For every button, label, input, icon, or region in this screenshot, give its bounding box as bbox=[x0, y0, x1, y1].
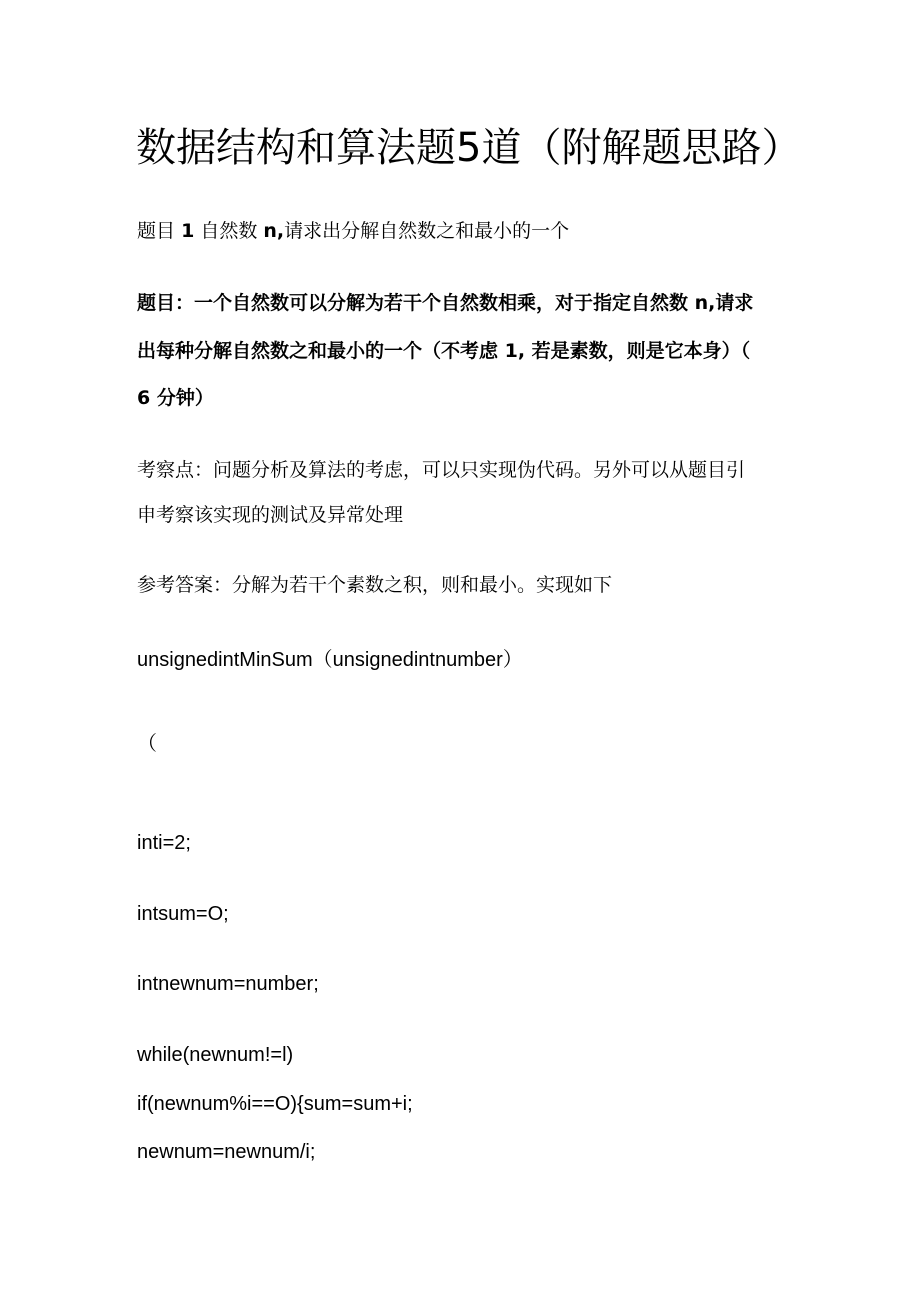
question-body-line: 6 分钟） bbox=[137, 387, 214, 409]
question-body-line: 题目：一个自然数可以分解为若干个自然数相乘，对于指定自然数 n,请求 bbox=[137, 292, 754, 314]
question-heading-rest: 请求出分解自然数之和最小的一个 bbox=[284, 220, 570, 242]
question-heading-mid: 自然数 bbox=[200, 220, 258, 242]
question-heading-var: n, bbox=[263, 220, 285, 242]
question-heading-prefix: 题目 bbox=[137, 220, 176, 242]
focus-points-line: 考察点：问题分析及算法的考虑，可以只实现伪代码。另外可以从题目引 bbox=[137, 459, 746, 481]
focus-points-line: 申考察该实现的测试及异常处理 bbox=[137, 504, 404, 526]
code-line: （ bbox=[137, 733, 157, 755]
code-line: newnum=newnum/i; bbox=[137, 1141, 316, 1163]
code-line: intsum=O; bbox=[137, 903, 229, 925]
code-line: unsignedintMinSum（unsignedintnumber） bbox=[137, 649, 523, 671]
document-title: 数据结构和算法题5道（附解题思路） bbox=[136, 125, 802, 171]
code-line: inti=2; bbox=[137, 832, 191, 854]
code-line: intnewnum=number; bbox=[137, 973, 319, 995]
code-line: if(newnum%i==O){sum=sum+i; bbox=[137, 1093, 413, 1115]
reference-answer: 参考答案：分解为若干个素数之积，则和最小。实现如下 bbox=[137, 574, 613, 596]
question-heading-number: 1 bbox=[181, 220, 195, 242]
question-heading bbox=[137, 217, 569, 245]
question-body-line: 出每种分解自然数之和最小的一个（不考虑 1, 若是素数，则是它本身）（ bbox=[137, 340, 751, 362]
code-line: while(newnum!=l) bbox=[137, 1044, 294, 1066]
